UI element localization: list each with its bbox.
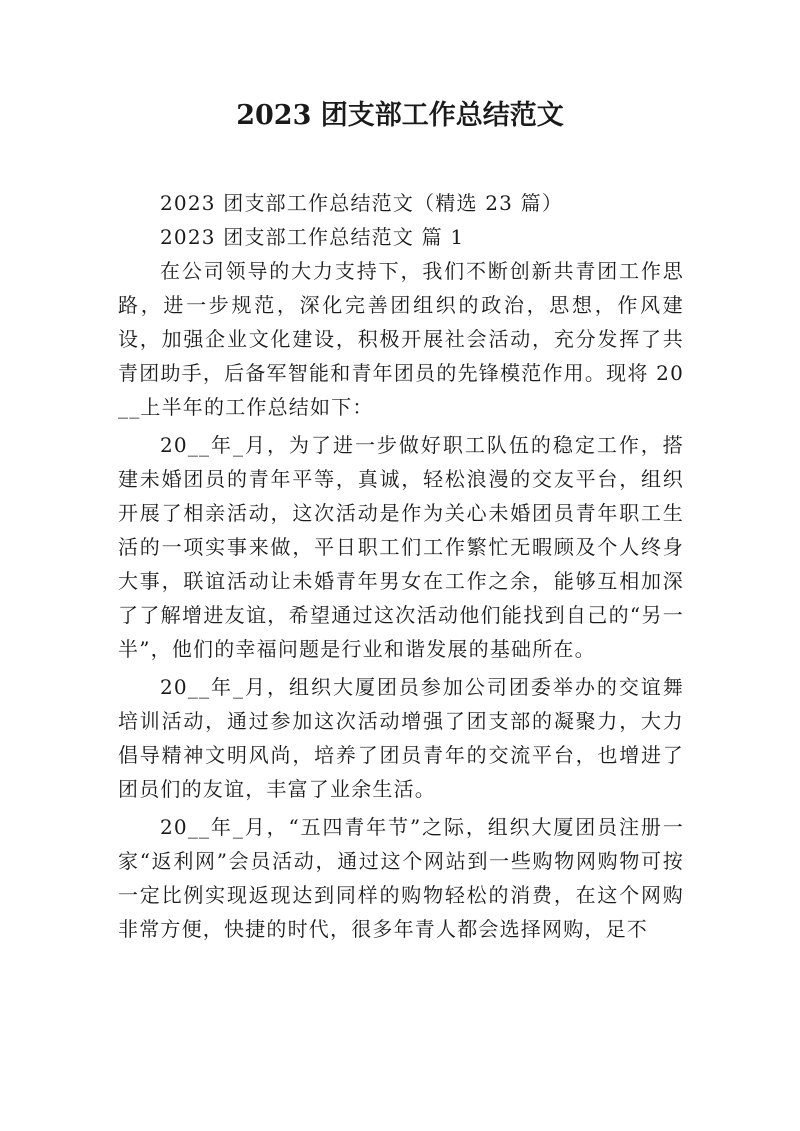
- document-title: 2023 团支部工作总结范文: [236, 100, 564, 131]
- paragraph-2: 20__年_月，为了进一步做好职工队伍的稳定工作，搭建未婚团员的青年平等，真诚，轻松浪漫的交友平台，组织开展了相亲活动，这次活动是作为关心未婚团员青年职工生活的一项实事来做，平日职工们工作繁忙无暇顾及个人终身大事，联谊活动让未婚青年男女在工作之余，能够互相加深了了解增进友谊，希望通过这次活动他们能找到自己的“另一半”，他们的幸福问题是行业和谐发展的基础所在。: [118, 433, 684, 661]
- paragraph-3: 20__年_月，组织大厦团员参加公司团委举办的交谊舞培训活动，通过参加这次活动增强了团支部的凝聚力，大力倡导精神文明风尚，培养了团员青年的交流平台，也增进了团员们的友谊，丰富了业余生活。: [118, 675, 684, 801]
- document-subtitle: 2023 团支部工作总结范文（精选 23 篇）: [160, 191, 564, 215]
- section-heading: 2023 团支部工作总结范文 篇 1: [160, 225, 465, 249]
- paragraph-4: 20__年_月，“五四青年节”之际，组织大厦团员注册一家“返利网”会员活动，通过这个网站到一些购物网购物可按一定比例实现返现达到同样的购物轻松的消费，在这个网购非常方便，快捷的时代，很多年青人都会选择网购，足不: [118, 815, 684, 941]
- paragraph-1: 在公司领导的大力支持下，我们不断创新共青团工作思路，进一步规范，深化完善团组织的政治，思想，作风建设，加强企业文化建设，积极开展社会活动，充分发挥了共青团助手，后备军智能和青年团员的先锋模范作用。现将 20__上半年的工作总结如下：: [118, 259, 684, 419]
- document-body: [118, 186, 684, 946]
